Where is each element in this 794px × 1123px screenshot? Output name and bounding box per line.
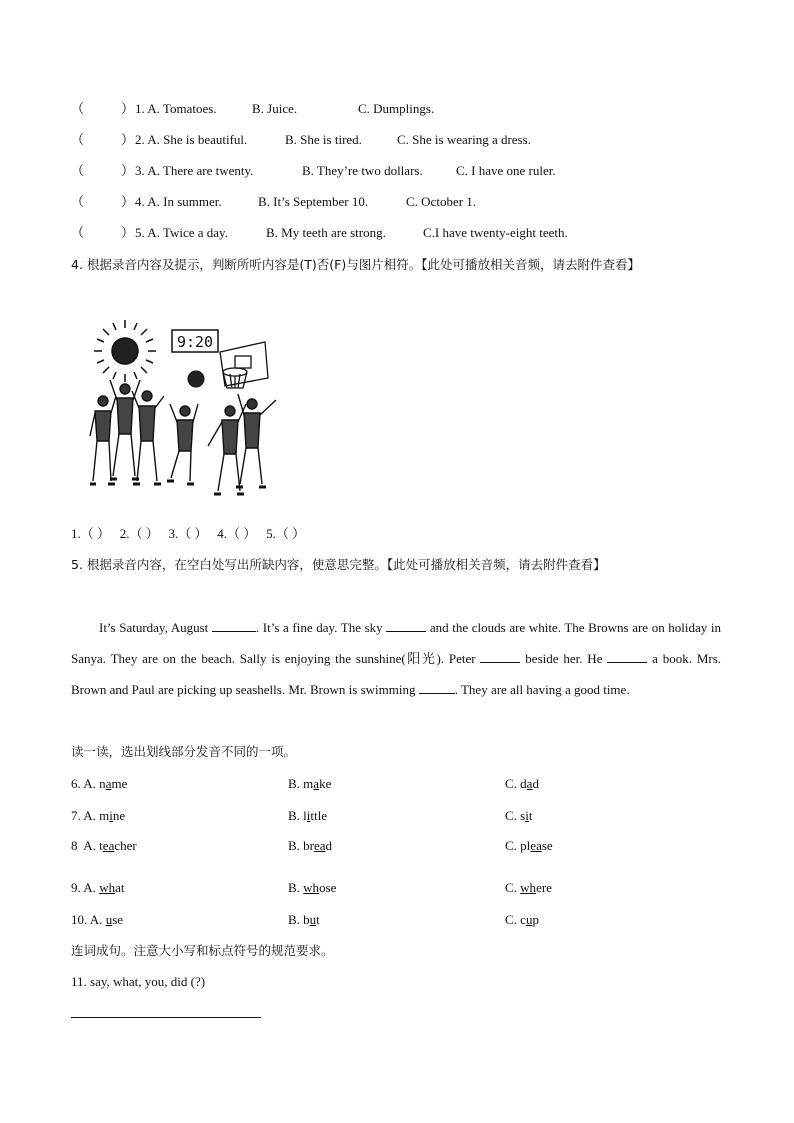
answer-bracket-open[interactable]: （ (71, 101, 85, 116)
passage-text: . It’s a fine day. The sky (255, 620, 383, 635)
option-c: C. I have one ruler. (456, 163, 556, 178)
option-a: 10. A. use (71, 912, 124, 927)
section-4-title: 4. 根据录音内容及提示，判断所听内容是(T)否(F)与图片相符。【此处可播放相关音频，请去附件查看】 (71, 257, 640, 272)
answer-bracket-close[interactable]: ） (121, 132, 135, 147)
sun-icon (94, 320, 156, 382)
answer-bracket-close[interactable]: ） (121, 225, 135, 240)
basketball-hoop-icon (220, 342, 268, 388)
section-5-title: 5. 根据录音内容，在空白处写出所缺内容，使意思完整。【此处可播放相关音频，请去附件查看】 (71, 557, 606, 572)
basketball-illustration (80, 316, 295, 506)
question-11: 11. say, what, you, did (?) (71, 974, 206, 989)
players-icon (90, 380, 276, 494)
answer-slot-4[interactable]: 4.（ ） (217, 526, 257, 541)
answer-bracket-close[interactable]: ） (121, 101, 135, 116)
blank-5[interactable] (419, 681, 455, 694)
passage-text: It’s Saturday, August (99, 620, 209, 635)
passage (71, 612, 721, 705)
option-a: 6. A. name (71, 776, 128, 791)
option-a: 1. A. Tomatoes. (135, 101, 217, 116)
option-a: 7. A. mine (71, 808, 126, 823)
option-c: C.I have twenty-eight teeth. (423, 225, 568, 240)
option-b: B. Juice. (252, 101, 298, 116)
answer-bracket-close[interactable]: ） (121, 194, 135, 209)
option-c: C. where (505, 880, 552, 895)
option-c: C. Dumplings. (358, 101, 435, 116)
clock-time: 9:20 (176, 333, 214, 351)
blank-2[interactable] (386, 619, 426, 632)
clock-display (172, 330, 218, 352)
option-a: 9. A. what (71, 880, 125, 895)
answer-slot-3[interactable]: 3.（ ） (168, 526, 208, 541)
option-c: C. sit (505, 808, 533, 823)
option-a: 2. A. She is beautiful. (135, 132, 248, 147)
option-c: C. She is wearing a dress. (397, 132, 531, 147)
section-4-answers (71, 526, 305, 542)
answer-slot-1[interactable]: 1.（ ） (71, 526, 111, 541)
answer-bracket-close[interactable]: ） (121, 163, 135, 178)
basketball-icon (188, 371, 204, 387)
option-b: B. It’s September 10. (258, 194, 369, 209)
phonics-title: 读一读，选出划线部分发音不同的一项。 (71, 744, 297, 759)
answer-slot-2[interactable]: 2.（ ） (119, 526, 159, 541)
option-a: 5. A. Twice a day. (135, 225, 228, 240)
answer-bracket-open[interactable]: （ (71, 163, 85, 178)
blank-3[interactable] (480, 650, 520, 663)
option-c: C. dad (505, 776, 539, 791)
option-b: B. My teeth are strong. (266, 225, 386, 240)
passage-text: beside her. He (525, 651, 603, 666)
option-b: B. whose (288, 880, 337, 895)
option-a: 8 A. teacher (71, 838, 137, 853)
passage-text: and the clouds are white. The Browns are on holiday in Sanya. They are on the beach. Sally is enjoying the sunshine(阳光). Peter (71, 620, 722, 666)
blank-1[interactable] (212, 619, 256, 632)
answer-bracket-open[interactable]: （ (71, 132, 85, 147)
answer-bracket-open[interactable]: （ (71, 194, 85, 209)
answer-bracket-open[interactable]: （ (71, 225, 85, 240)
passage-text: a book. Mrs. Brown and Paul are picking up seashells. Mr. Brown is swimming (71, 651, 722, 697)
option-b: B. make (288, 776, 332, 791)
passage-text: . They are all having a good time. (454, 682, 630, 697)
blank-4[interactable] (607, 650, 647, 663)
option-c: C. October 1. (406, 194, 477, 209)
option-c: C. please (505, 838, 553, 853)
answer-line-11[interactable] (71, 1017, 261, 1018)
option-a: 3. A. There are twenty. (135, 163, 254, 178)
option-b: B. They’re two dollars. (302, 163, 423, 178)
option-a: 4. A. In summer. (135, 194, 222, 209)
option-b: B. but (288, 912, 320, 927)
ordering-title: 连词成句。注意大小写和标点符号的规范要求。 (71, 943, 334, 958)
option-c: C. cup (505, 912, 539, 927)
option-b: B. bread (288, 838, 333, 853)
answer-slot-5[interactable]: 5.（ ） (266, 526, 306, 541)
option-b: B. little (288, 808, 328, 823)
option-b: B. She is tired. (285, 132, 362, 147)
